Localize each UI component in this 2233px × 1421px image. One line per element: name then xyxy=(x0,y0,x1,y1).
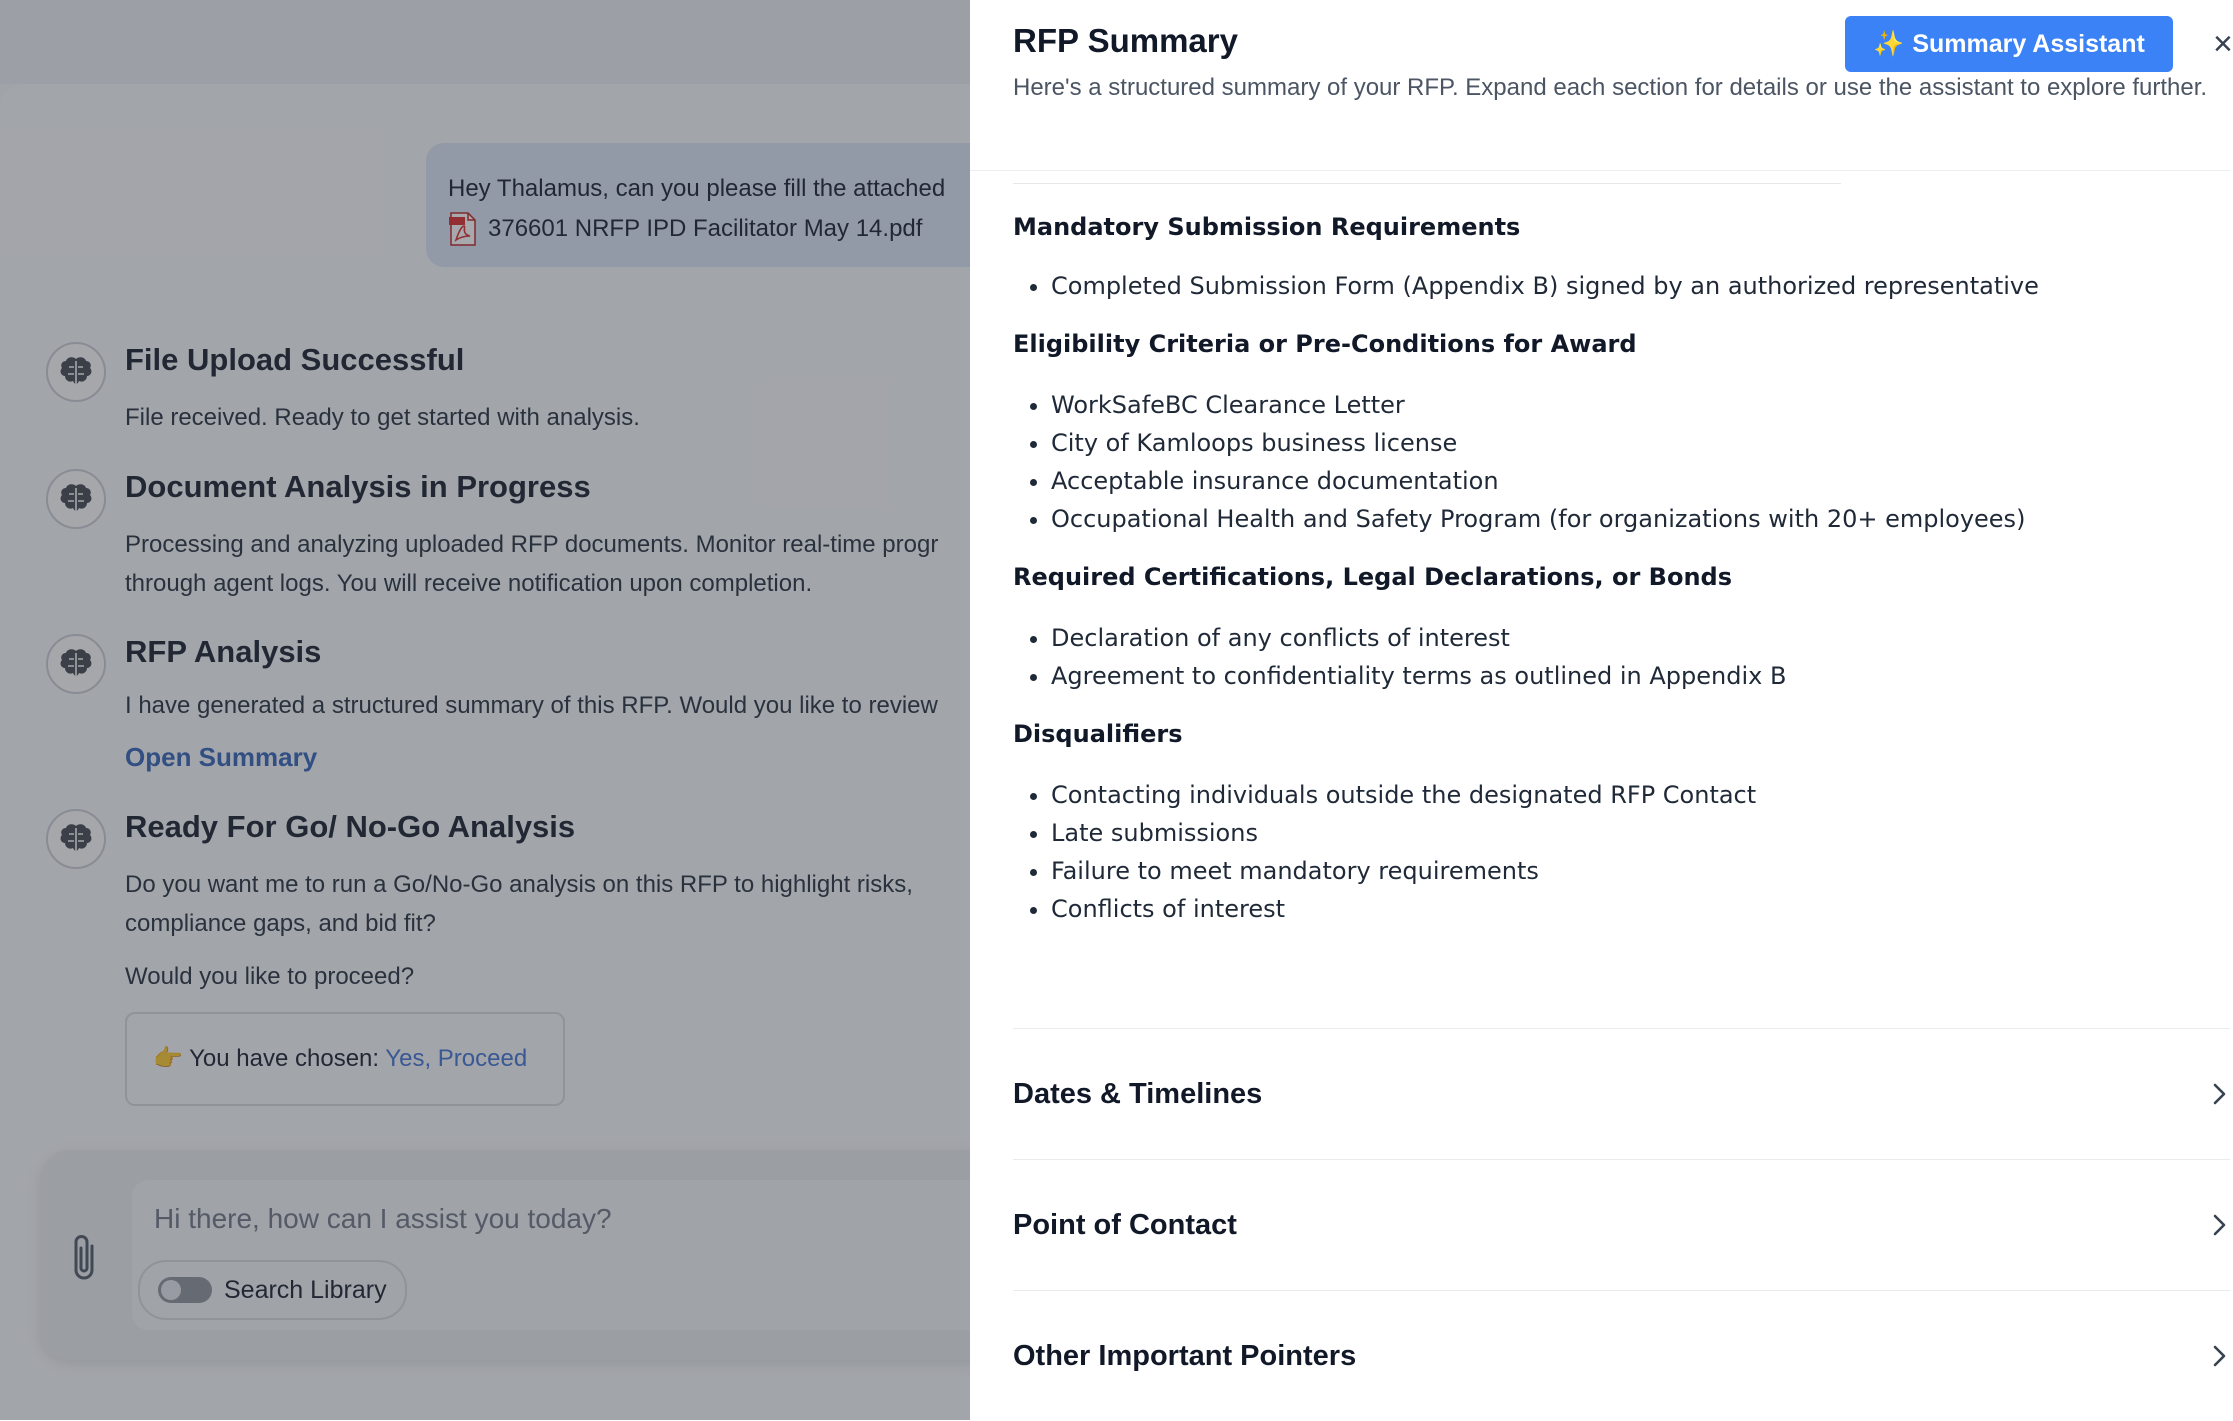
list-item: • Late submissions xyxy=(1051,814,2213,852)
section-heading: Disqualifiers xyxy=(1013,720,1183,748)
accordion-label: Dates & Timelines xyxy=(1013,1077,1263,1110)
eligibility-section-content xyxy=(1013,200,2213,928)
summary-assistant-button[interactable] xyxy=(1845,16,2173,72)
list-item: • Occupational Health and Safety Program (for organizations with 20+ employees) xyxy=(1051,500,2213,538)
pointing-hand-icon: 👉 xyxy=(153,1045,183,1072)
list-item: • Contacting individuals outside the designated RFP Contact xyxy=(1051,776,2213,814)
accordion-point-of-contact[interactable] xyxy=(1013,1159,2230,1290)
section-heading: Mandatory Submission Requirements xyxy=(1013,213,1521,241)
list-item: • Declaration of any conflicts of interest xyxy=(1051,619,2213,657)
message-body: File received. Ready to get started with analysis. xyxy=(125,404,640,431)
list-item: • Conflicts of interest xyxy=(1051,890,2213,928)
message-title: RFP Analysis xyxy=(125,634,322,669)
list-item: • WorkSafeBC Clearance Letter xyxy=(1051,386,2213,424)
accordion-label: Point of Contact xyxy=(1013,1208,1237,1241)
accordion-dates-timelines[interactable] xyxy=(1013,1028,2230,1159)
list-item: • Failure to meet mandatory requirements xyxy=(1051,852,2213,890)
attached-file-name: 376601 NRFP IPD Facilitator May 14.pdf xyxy=(488,215,923,242)
chevron-right-icon xyxy=(2209,1341,2229,1371)
accordion-label: Other Important Pointers xyxy=(1013,1339,1357,1372)
summary-assistant-label: Summary Assistant xyxy=(1912,29,2145,58)
message-body-line: through agent logs. You will receive notification upon completion. xyxy=(125,570,813,597)
chevron-right-icon xyxy=(2209,1210,2229,1240)
message-question: Would you like to proceed? xyxy=(125,963,415,990)
chosen-value: Yes, Proceed xyxy=(385,1045,528,1072)
choice-prefix: You have chosen: xyxy=(189,1045,380,1072)
rfp-summary-drawer xyxy=(970,0,2233,1420)
section-heading: Required Certifications, Legal Declarations, or Bonds xyxy=(1013,563,1733,591)
accordion-other-important-pointers[interactable] xyxy=(1013,1290,2230,1421)
section-list xyxy=(1013,267,2213,305)
list-item: • Agreement to confidentiality terms as outlined in Appendix B xyxy=(1051,657,2213,695)
message-title: Ready For Go/ No-Go Analysis xyxy=(125,809,576,844)
list-item: • City of Kamloops business license xyxy=(1051,424,2213,462)
section-list xyxy=(1013,386,2213,538)
message-body: I have generated a structured summary of this RFP. Would you like to review xyxy=(125,692,938,719)
section-list xyxy=(1013,776,2213,928)
drawer-title: RFP Summary xyxy=(1013,22,1238,59)
close-icon[interactable]: × xyxy=(2213,25,2233,63)
section-list xyxy=(1013,619,2213,695)
modal-backdrop[interactable] xyxy=(0,0,970,1420)
list-item: • Completed Submission Form (Appendix B) signed by an authorized representative xyxy=(1051,267,2213,305)
message-title: Document Analysis in Progress xyxy=(125,469,591,504)
drawer-subtitle: Here's a structured summary of your RFP. Expand each section for details or use the assistant to explore further. xyxy=(1013,74,2208,101)
open-summary-link[interactable]: Open Summary xyxy=(125,742,318,772)
message-body-line: Do you want me to run a Go/No-Go analysis on this RFP to highlight risks, xyxy=(125,871,913,898)
message-body-line: Processing and analyzing uploaded RFP documents. Monitor real-time progr xyxy=(125,531,939,558)
search-library-label: Search Library xyxy=(224,1275,387,1304)
message-body-line: compliance gaps, and bid fit? xyxy=(125,910,436,937)
sparkles-icon: ✨ xyxy=(1873,29,1905,58)
user-message-text: Hey Thalamus, can you please fill the attached xyxy=(448,175,946,202)
chevron-right-icon xyxy=(2209,1079,2229,1109)
section-heading: Eligibility Criteria or Pre-Conditions for Award xyxy=(1013,330,1637,358)
divider xyxy=(1013,183,1841,184)
message-title: File Upload Successful xyxy=(125,342,465,377)
list-item: • Acceptable insurance documentation xyxy=(1051,462,2213,500)
drawer-header xyxy=(970,0,2233,171)
